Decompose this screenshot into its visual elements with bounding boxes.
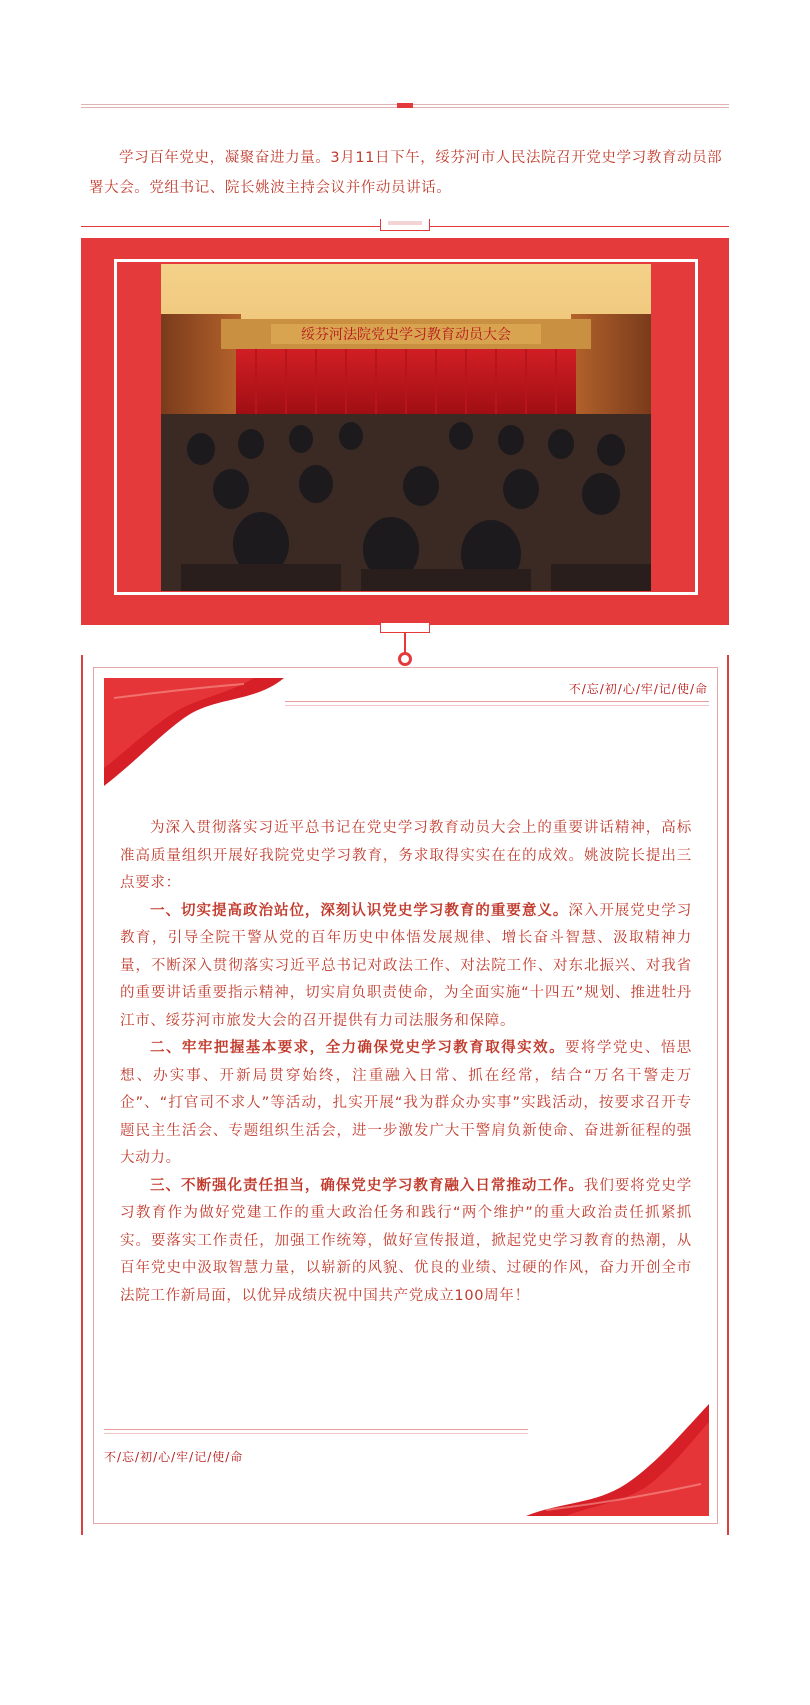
meeting-photo — [161, 264, 651, 591]
body-paragraph-3 — [120, 1035, 692, 1173]
article-body — [120, 815, 692, 1310]
motto-bottom: 不/忘/初/心/牢/记/使/命 — [104, 1450, 244, 1464]
body-text-1: 深入开展党史学习教育，引导全院干警从党的百年历史中体悟发展规律、增长奋斗智慧、汲取精神力量，不断深入贯彻落实习近平总书记对政法工作、对法院工作、对东北振兴、对我省的重要讲话重要指示精神，切实肩负职责使命，为全面实施“十四五”规划、推进牡丹江市、绥芬河市旅发大会的召开提供有力司法服务和保障。 — [120, 902, 692, 1029]
body-text-3: 我们要将党史学习教育作为做好党建工作的重大政治任务和践行“两个维护”的重大政治责任抓紧抓实。要落实工作责任，加强工作统筹，做好宣传报道，掀起党史学习教育的热潮，从百年党史中汲取智慧力量，以崭新的风貌、优良的业绩、过硬的作风，奋力开创全市法院工作新局面，以优异成绩庆祝中国共产党成立100周年！ — [120, 1177, 692, 1304]
top-divider-marker — [397, 103, 413, 108]
body-paragraph-2 — [120, 898, 692, 1036]
body-heading-2: 二、牢牢把握基本要求，全力确保党史学习教育取得实效。 — [150, 1040, 566, 1056]
motto-bottom-line-2 — [104, 1433, 528, 1434]
motto-bottom-line — [104, 1429, 528, 1430]
meeting-banner-text: 绥芬河法院党史学习教育动员大会 — [301, 327, 511, 343]
section-divider-tab — [380, 219, 430, 231]
body-paragraph-1: 为深入贯彻落实习近平总书记在党史学习教育动员大会上的重要讲话精神，高标准高质量组织开展好我院党史学习教育，务求取得实实在在的成效。姚波院长提出三点要求： — [120, 820, 692, 891]
motto-top-line-2 — [285, 705, 709, 706]
body-paragraph-4 — [120, 1173, 692, 1311]
motto-top: 不/忘/初/心/牢/记/使/命 — [568, 682, 708, 696]
intro-paragraph: 学习百年党史，凝聚奋进力量。3月11日下午，绥芬河市人民法院召开党史学习教育动员部署大会。党组书记、院长姚波主持会议并作动员讲话。 — [89, 150, 723, 196]
motto-top-line — [285, 701, 709, 702]
flag-ribbon-bottom — [526, 1404, 709, 1516]
flag-ribbon-top — [104, 678, 284, 788]
body-text-2: 要将学党史、悟思想、办实事、开新局贯穿始终，注重融入日常、抓在经常，结合“万名干警走万企”、“打官司不求人”等活动，扎实开展“我为群众办实事”实践活动，按要求召开专题民主生活会、专题组织生活会，进一步激发广大干警肩负新使命、奋进新征程的强大动力。 — [120, 1040, 692, 1166]
connector-tab — [380, 623, 430, 633]
body-heading-3: 三、不断强化责任担当，确保党史学习教育融入日常推动工作。 — [150, 1177, 584, 1194]
body-heading-1: 一、切实提高政治站位，深刻认识党史学习教育的重要意义。 — [150, 902, 569, 919]
